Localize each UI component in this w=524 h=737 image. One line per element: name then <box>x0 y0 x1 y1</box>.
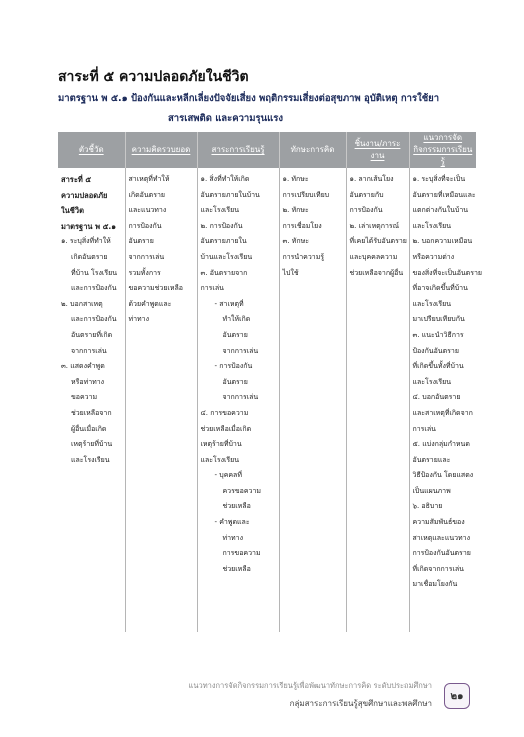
list-item: และการป้องกัน <box>71 284 117 293</box>
column-header-thinking-skill: ทักษะการคิด <box>279 132 346 168</box>
standard-heading <box>58 89 478 129</box>
list-item: ช่วยเหลือเมื่อเกิด <box>200 424 252 433</box>
list-item: สาเหตุและแนวทาง <box>412 533 471 542</box>
list-item: ๑. สิ่งที่ทำให้เกิด <box>200 175 250 183</box>
list-item: และโรงเรียน <box>71 455 110 464</box>
list-item: มาเปรียบเทียบกัน <box>412 315 465 324</box>
list-item: และบุคคลความ <box>349 252 398 261</box>
list-item: ๑. ระบุสิ่งที่จะเป็น <box>412 175 466 183</box>
cell-thinking-skill <box>279 168 346 632</box>
column-header-activity: แนวการจัดกิจกรรมการเรียนรู้ <box>409 132 476 168</box>
list-item: บ้านและโรงเรียน <box>200 252 253 261</box>
standard-line-1: มาตรฐาน พ ๕.๑ ป้องกันและหลีกเลี่ยงปัจจัยเสี่ยง พฤติกรรมเสี่ยงต่อสุขภาพ อุบัติเหตุ การใช้ยา <box>58 93 440 104</box>
list-item: ๒. การป้องกัน <box>200 221 243 230</box>
list-item: การเชื่อมโยง <box>282 221 322 230</box>
list-item: ที่บ้าน โรงเรียน <box>71 268 117 277</box>
list-item: และโรงเรียน <box>200 206 240 215</box>
list-item: ไปใช้ <box>282 268 299 277</box>
list-item: เหตุร้ายที่บ้าน <box>71 440 113 449</box>
list-item: และโรงเรียน <box>412 299 452 308</box>
list-item: ๓. แนะนำวิธีการ <box>412 330 464 339</box>
list-item: ของสิ่งที่จะเป็นอันตราย <box>412 268 483 277</box>
list-item: ท่าทาง <box>222 533 244 542</box>
list-item: อันตราย <box>128 237 154 246</box>
page-title: สาระที่ ๕ ความปลอดภัยในชีวิต <box>58 69 249 85</box>
column-header-concept: ความคิดรวบยอด <box>125 132 197 168</box>
cell-task <box>346 168 409 632</box>
list-item: การป้องกันอันตราย <box>412 549 471 558</box>
list-item: จากการเล่น <box>71 346 107 355</box>
list-item: ที่เกิดจากการเล่น <box>412 564 464 573</box>
list-item: ๑. ทักษะ <box>282 175 309 183</box>
list-item: ช่วยเหลือ <box>222 564 251 573</box>
list-item: - บุคคลที่ <box>214 471 242 480</box>
list-item: มาตรฐาน พ ๕.๑ <box>61 221 116 231</box>
list-item: จากการเล่น <box>128 252 165 261</box>
list-item: ๒. ทักษะ <box>282 206 309 215</box>
list-item: เป็นแผนภาพ <box>412 486 451 495</box>
list-item: การเปรียบเทียบ <box>282 190 330 199</box>
list-item: วิธีป้องกัน โดยแสดง <box>412 471 474 480</box>
list-item: ในชีวิต <box>61 206 84 216</box>
list-item: - การป้องกัน <box>214 362 253 371</box>
list-item: การป้องกัน <box>128 221 162 230</box>
list-item: ที่เกิดขึ้นทั้งที่บ้าน <box>412 362 464 371</box>
list-item: ๒. บอกความเหมือน <box>412 237 473 246</box>
list-item: ช่วยเหลือ <box>222 502 251 511</box>
list-item: อันตรายที่เหมือนและ <box>412 190 476 199</box>
list-item: การเล่น <box>412 424 436 433</box>
list-item: และการป้องกัน <box>71 315 117 324</box>
cell-indicators <box>58 168 125 632</box>
list-item: ๕. แบ่งกลุ่มกำหนด <box>412 440 470 449</box>
list-item: ๓. แสดงคำพูด <box>61 362 105 371</box>
list-item: การเล่น <box>200 284 224 293</box>
standard-line-2: สารเสพติด และความรุนแรง <box>168 113 283 124</box>
list-item: ผู้อื่นเมื่อเกิด <box>71 424 107 433</box>
list-item: ช่วยเหลือจาก <box>71 408 112 417</box>
list-item: ที่เคยได้รับอันตราย <box>349 237 407 246</box>
list-item: ๓. อันตรายจาก <box>200 268 248 277</box>
list-item: ช่วยเหลือจากผู้อื่น <box>349 268 404 277</box>
list-item: หรือท่าทาง <box>71 377 105 386</box>
list-item: ที่อาจเกิดขึ้นที่บ้าน <box>412 284 468 293</box>
list-item: เหตุร้ายที่บ้าน <box>200 440 242 449</box>
list-item: จากการเล่น <box>222 346 259 355</box>
column-header-task: ชิ้นงาน/ภาระงาน <box>346 132 409 168</box>
list-item: ป้องกันอันตราย <box>412 346 459 355</box>
list-item: ความสัมพันธ์ของ <box>412 518 465 527</box>
list-item: มาเชื่อมโยงกัน <box>412 580 458 589</box>
list-item: ด้วยคำพูดและ <box>128 299 172 308</box>
list-item: หรือความต่าง <box>412 252 455 261</box>
list-item: อันตรายและ <box>412 455 451 464</box>
list-item: อันตราย <box>222 377 248 386</box>
list-item: เกิดอันตราย <box>71 252 108 261</box>
list-item: ๔. การขอความ <box>200 408 249 417</box>
list-item: ควรขอความ <box>222 486 262 495</box>
list-item: รวมทั้งการ <box>128 268 161 277</box>
list-item: การขอความ <box>222 549 261 558</box>
list-item: และโรงเรียน <box>200 455 240 464</box>
page-number: ๒๑ <box>444 683 470 709</box>
table-row <box>58 168 476 632</box>
list-item: สาระที่ ๕ <box>61 175 92 184</box>
list-item: จากการเล่น <box>222 393 259 402</box>
cell-concept <box>125 168 197 632</box>
list-item: อันตรายภายในบ้าน <box>200 190 260 199</box>
list-item: อันตราย <box>222 330 248 339</box>
footer-book-title: แนวทางการจัดกิจกรรมการเรียนรู้เพื่อพัฒนาทักษะการคิด ระดับประถมศึกษา <box>188 681 432 690</box>
list-item: เกิดอันตราย <box>128 190 166 199</box>
list-item: และโรงเรียน <box>412 221 452 230</box>
cell-activity <box>409 168 483 632</box>
list-item: ๖. อธิบาย <box>412 502 443 511</box>
list-item: การนำความรู้ <box>282 252 325 261</box>
list-item: ทำให้เกิด <box>222 315 251 324</box>
list-item: การป้องกัน <box>349 206 383 215</box>
list-item: - สาเหตุที่ <box>214 299 244 308</box>
list-item: แตกต่างกันในบ้าน <box>412 206 469 215</box>
list-item: ๒. เล่าเหตุการณ์ <box>349 221 400 230</box>
list-item: และสาเหตุที่เกิดจาก <box>412 408 473 417</box>
list-item: อันตรายกับ <box>349 190 384 199</box>
cell-content <box>197 168 279 632</box>
list-item: ๑. ลากเส้นโยง <box>349 175 394 183</box>
list-item: และแนวทาง <box>128 206 167 215</box>
list-item: ขอความ <box>71 393 98 402</box>
list-item: อันตรายภายใน <box>200 237 247 246</box>
list-item: ความปลอดภัย <box>61 190 108 200</box>
column-header-content: สาระการเรียนรู้ <box>197 132 279 168</box>
list-item: ๔. บอกอันตราย <box>412 393 461 402</box>
list-item: สาเหตุที่ทำให้ <box>128 175 170 183</box>
list-item: และโรงเรียน <box>412 377 452 386</box>
footer-subject-group: กลุ่มสาระการเรียนรู้สุขศึกษาและพลศึกษา <box>289 699 432 708</box>
list-item: ขอความช่วยเหลือ <box>128 284 183 293</box>
column-header-indicator: ตัวชี้วัด <box>58 132 125 168</box>
list-item: ๓. ทักษะ <box>282 237 309 246</box>
list-item: ท่าทาง <box>128 315 150 324</box>
list-item: ๒. บอกสาเหตุ <box>61 299 103 308</box>
list-item: - คำพูดและ <box>214 518 250 527</box>
table-header-row <box>58 132 476 168</box>
list-item: ๑. ระบุสิ่งที่ทำให้ <box>61 237 111 246</box>
list-item: อันตรายที่เกิด <box>71 330 113 339</box>
curriculum-table <box>58 132 483 632</box>
